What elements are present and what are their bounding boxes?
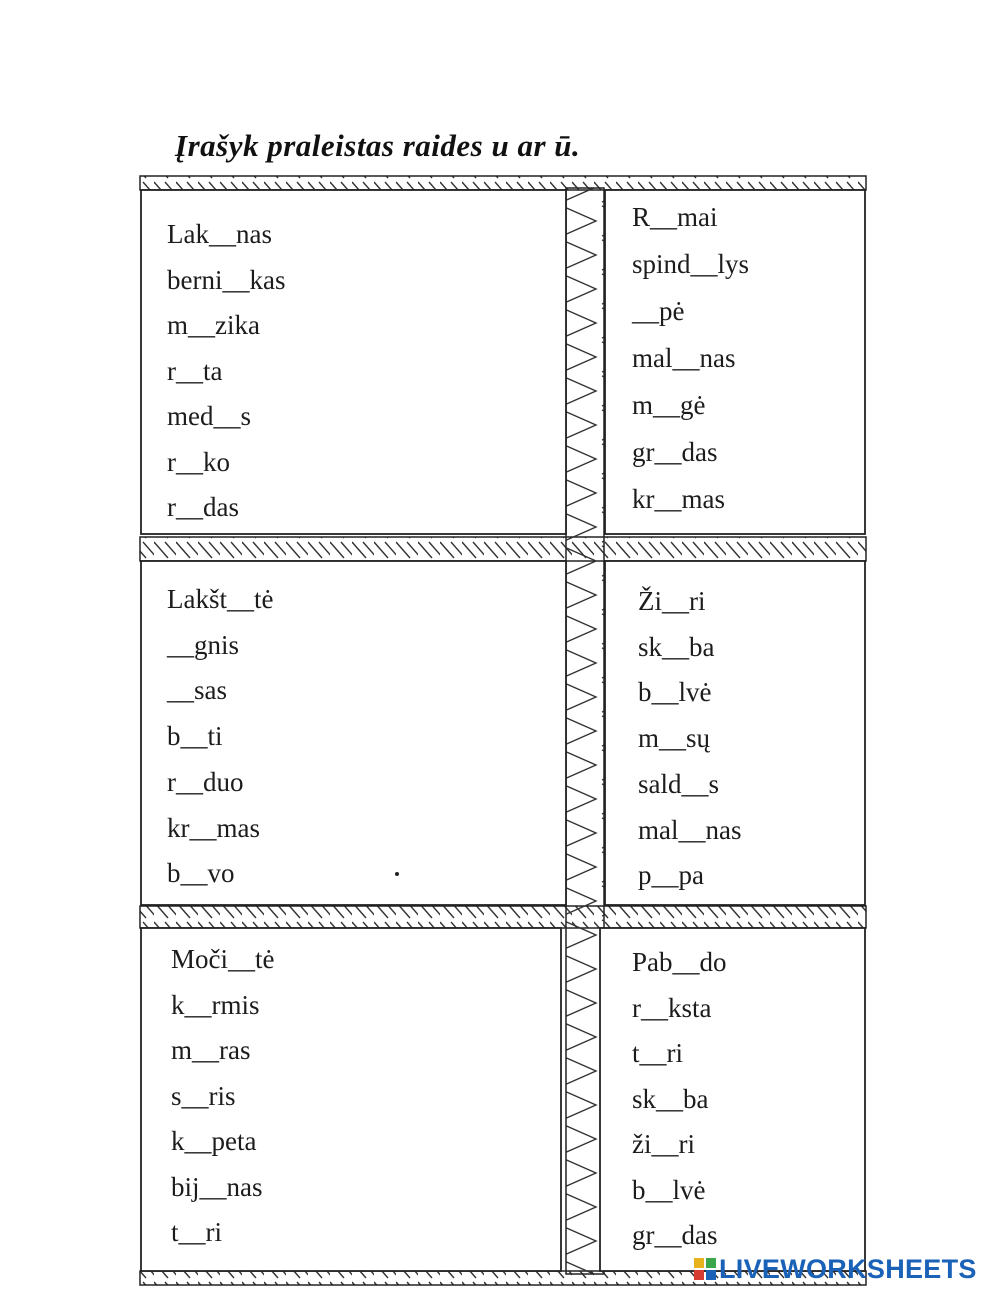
word-item[interactable]: r__ksta (632, 992, 712, 1023)
word-item[interactable]: R__mai (632, 202, 718, 232)
word-item[interactable]: r__ta (167, 355, 223, 386)
word-item[interactable]: s__ris (171, 1080, 236, 1111)
word-item[interactable]: mal__nas (638, 814, 742, 845)
word-item[interactable]: Moči__tė (171, 944, 275, 974)
word-item[interactable]: r__duo (167, 766, 244, 797)
word-item[interactable]: m__zika (167, 310, 260, 340)
word-item[interactable]: Ži__ri (638, 586, 706, 616)
word-item[interactable]: gr__das (632, 1220, 718, 1250)
word-item[interactable]: gr__das (632, 437, 718, 467)
word-item[interactable]: b__vo (167, 858, 235, 889)
word-item[interactable]: ži__ri (632, 1129, 695, 1159)
word-item[interactable]: b__ti (167, 721, 223, 752)
liveworksheets-logo-icon (693, 1257, 717, 1281)
word-item[interactable]: r__das (167, 492, 239, 522)
word-item[interactable]: b__lvė (632, 1174, 706, 1205)
liveworksheets-logo (693, 1254, 977, 1284)
word-item[interactable]: m__sų (638, 723, 711, 754)
word-item[interactable]: m__gė (632, 390, 706, 420)
word-item[interactable]: Lakšt__tė (167, 584, 274, 614)
word-item[interactable]: t__ri (171, 1217, 222, 1247)
word-item[interactable]: med__s (167, 401, 251, 431)
top-band (140, 176, 866, 190)
word-item[interactable]: m__ras (171, 1035, 251, 1065)
word-item[interactable]: spind__lys (632, 249, 750, 279)
word-item[interactable]: __sas (167, 675, 227, 706)
word-item[interactable]: t__ri (632, 1038, 683, 1068)
word-item[interactable]: kr__mas (167, 812, 260, 843)
center-column (566, 188, 604, 1274)
word-item[interactable]: k__peta (171, 1126, 257, 1156)
word-item[interactable]: __gnis (167, 629, 240, 660)
word-item[interactable]: sald__s (638, 768, 719, 799)
word-item[interactable]: r__ko (167, 446, 230, 477)
middle-band-2 (140, 906, 866, 928)
word-item[interactable]: __pė (632, 296, 685, 326)
liveworksheets-logo-text: LIVEWORKSHEETS (719, 1253, 977, 1284)
worksheet-title: Įrašyk praleistas raides u ar ū. (175, 128, 581, 163)
word-item[interactable]: berni__kas (167, 264, 286, 295)
word-item[interactable]: k__rmis (171, 989, 260, 1020)
stray-dot (395, 872, 399, 876)
word-item[interactable]: p__pa (638, 860, 704, 891)
word-item[interactable]: sk__ba (638, 631, 715, 662)
middle-band-1 (140, 537, 866, 561)
word-item[interactable]: mal__nas (632, 343, 736, 373)
word-item[interactable]: kr__mas (632, 484, 725, 514)
word-item[interactable]: b__lvė (638, 677, 712, 708)
word-item[interactable]: Lak__nas (167, 219, 272, 249)
word-item[interactable]: sk__ba (632, 1083, 709, 1114)
word-item[interactable]: Pab__do (632, 947, 727, 977)
word-item[interactable]: bij__nas (171, 1171, 263, 1202)
